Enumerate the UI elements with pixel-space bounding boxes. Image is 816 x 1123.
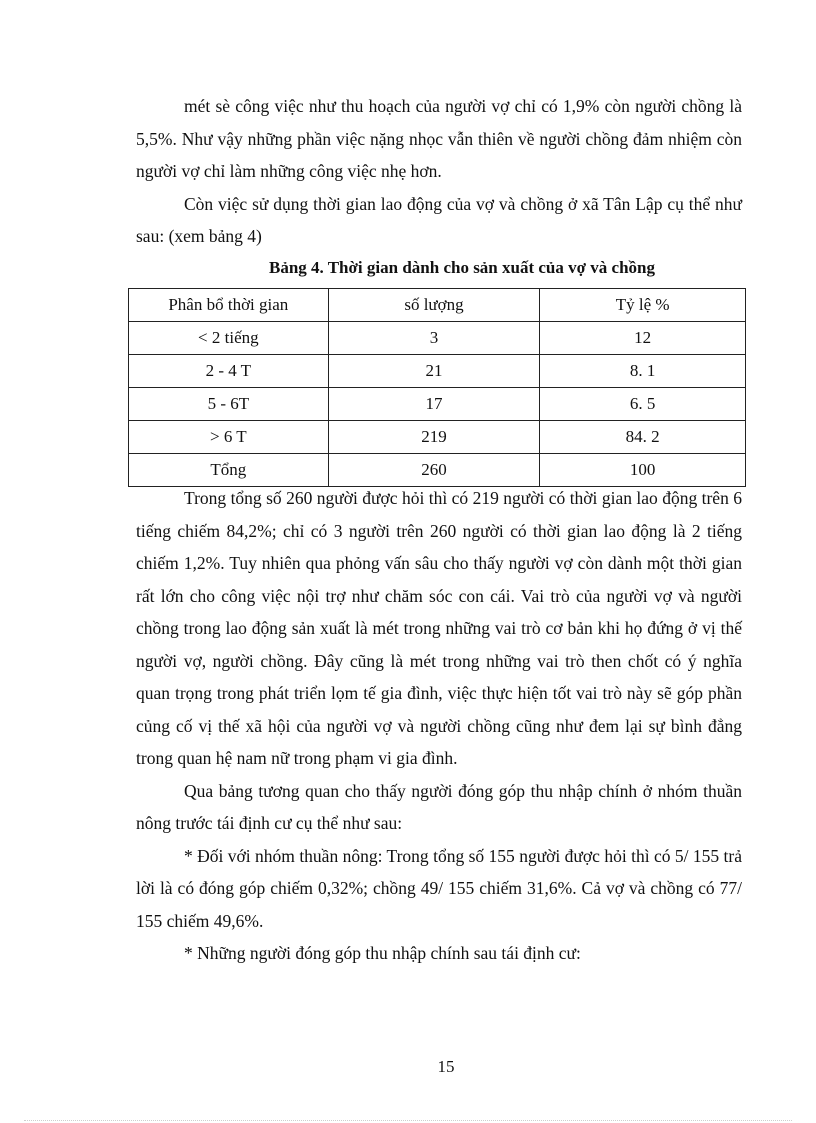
table-row <box>129 322 746 355</box>
table-cell: 260 <box>328 454 540 487</box>
table-row <box>129 421 746 454</box>
table-cell: 2 - 4 T <box>129 355 329 388</box>
paragraph: Qua bảng tương quan cho thấy người đóng góp thu nhập chính ở nhóm thuần nông trước tái định cư cụ thể như sau: <box>136 780 742 833</box>
page-number: 15 <box>437 1057 455 1076</box>
paragraph: * Những người đóng góp thu nhập chính sau tái định cư: <box>184 943 581 963</box>
table-cell: 3 <box>328 322 540 355</box>
paragraph: Còn việc sử dụng thời gian lao động của vợ và chồng ở xã Tân Lập cụ thể như sau: (xem bảng 4) <box>136 193 742 246</box>
column-header: số lượng <box>328 289 540 322</box>
table-cell: 17 <box>328 388 540 421</box>
table-cell: 5 - 6T <box>129 388 329 421</box>
table-cell: 12 <box>540 322 746 355</box>
table-cell: 100 <box>540 454 746 487</box>
table-cell: < 2 tiếng <box>129 322 329 355</box>
table-row <box>129 388 746 421</box>
paragraph: Trong tổng số 260 người được hỏi thì có 219 người có thời gian lao động trên 6 tiếng chiếm 84,2%; chỉ có 3 người trên 260 người có thời gian lao động là 2 tiếng chiếm 1,2%. Tuy nhiên qua phỏng vấn sâu cho thấy người vợ còn dành một thời gian rất lớn cho công việc nội trợ như chăm sóc con cái. Vai trò của người vợ và người chồng trong lao động sản xuất là mét trong những vai trò cơ bản khi họ đứng ở vị thế người vợ, người chồng. Đây cũng là mét trong những vai trò then chốt có ý nghĩa quan trọng trong phát triển lọm tế gia đình, việc thực hiện tốt vai trò này sẽ góp phần củng cố vị thế xã hội của người vợ và người chồng cũng như đem lại sự bình đẳng trong quan hệ nam nữ trong phạm vi gia đình. <box>136 488 742 768</box>
table-cell: > 6 T <box>129 421 329 454</box>
column-header: Phân bổ thời gian <box>129 289 329 322</box>
time-allocation-table <box>128 288 746 487</box>
paragraph: * Đối với nhóm thuần nông: Trong tổng số 155 người được hỏi thì có 5/ 155 trả lời là có đóng góp chiếm 0,32%; chồng 49/ 155 chiếm 31,6%. Cả vợ và chồng có 77/ 155 chiếm 49,6%. <box>136 845 742 931</box>
table-cell: 8. 1 <box>540 355 746 388</box>
table-cell: Tổng <box>129 454 329 487</box>
table-header-row <box>129 289 746 322</box>
table-row <box>129 355 746 388</box>
table-cell: 84. 2 <box>540 421 746 454</box>
page-bottom-divider <box>24 1120 792 1121</box>
table-cell: 6. 5 <box>540 388 746 421</box>
paragraph: mét sè công việc như thu hoạch của người vợ chỉ có 1,9% còn người chồng là 5,5%. Như vậy những phần việc nặng nhọc vẫn thiên về người chồng đảm nhiệm còn người vợ chỉ làm những công việc nhẹ hơn. <box>136 96 742 181</box>
body-text-before-table <box>136 90 742 253</box>
table-cell: 21 <box>328 355 540 388</box>
table-caption: Bảng 4. Thời gian dành cho sản xuất của vợ và chồng <box>268 258 655 277</box>
table-cell: 219 <box>328 421 540 454</box>
body-text-after-table <box>136 482 742 970</box>
column-header: Tỷ lệ % <box>540 289 746 322</box>
